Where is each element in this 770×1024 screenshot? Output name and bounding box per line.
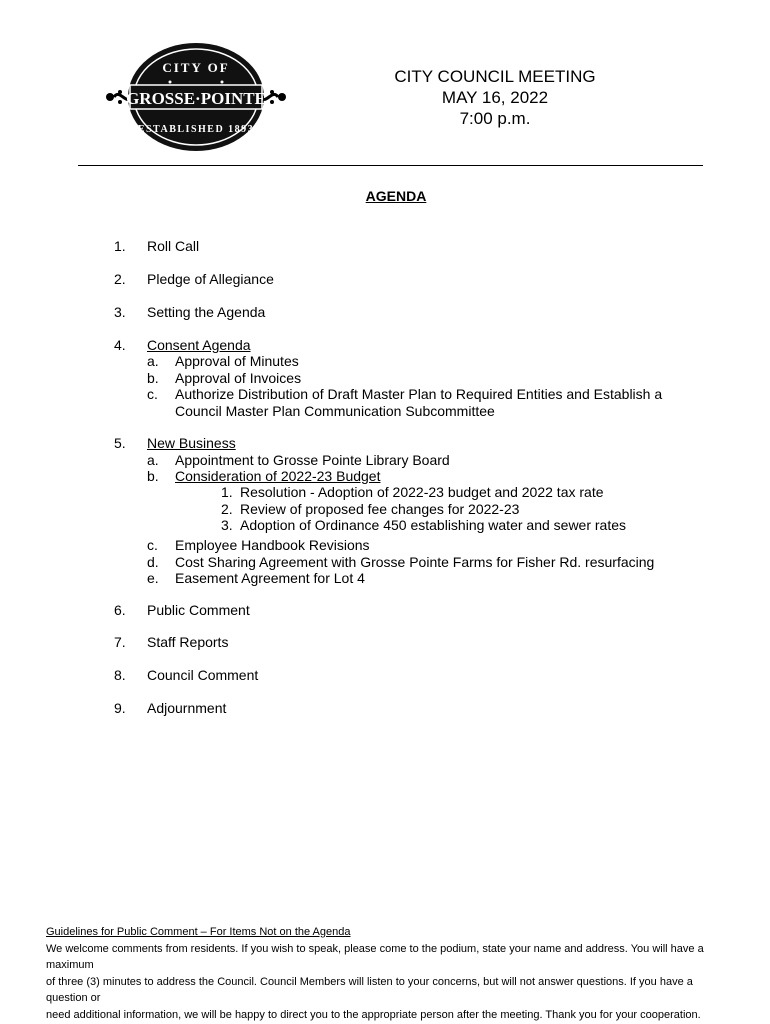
item-number: 4. (114, 337, 126, 353)
item-number: 8. (114, 667, 126, 683)
sub-item-text: Employee Handbook Revisions (175, 537, 370, 553)
sub-sub-item-number: 2. (221, 501, 233, 517)
sub-item-text: Cost Sharing Agreement with Grosse Pointe Farms for Fisher Rd. resurfacing (175, 554, 655, 570)
sub-item-letter: e. (147, 570, 159, 586)
item-label: Roll Call (147, 238, 200, 254)
item-label: Pledge of Allegiance (147, 271, 274, 287)
item-label: Council Comment (147, 667, 259, 683)
sub-item-letter: d. (147, 554, 159, 570)
guidelines-title: Guidelines for Public Comment – For Items Not on the Agenda (46, 926, 351, 938)
sub-sub-item-number: 3. (221, 517, 233, 533)
sub-item-letter: c. (147, 537, 158, 553)
item-number: 5. (114, 435, 126, 451)
sub-sub-item-text: Adoption of Ordinance 450 establishing water and sewer rates (240, 517, 627, 533)
public-comment-guidelines (46, 924, 726, 1023)
header-divider (78, 165, 703, 166)
item-label: Public Comment (147, 602, 250, 618)
item-number: 1. (114, 238, 126, 254)
seal-top-text: CITY OF (162, 60, 230, 75)
item-number: 7. (114, 634, 126, 650)
sub-item-letter: b. (147, 468, 159, 484)
seal-main-text: GROSSE·POINTE (126, 89, 266, 108)
sub-item-text: Easement Agreement for Lot 4 (175, 570, 365, 586)
item-label: New Business (147, 435, 236, 451)
sub-item-letter: c. (147, 386, 158, 402)
seal-bottom-text: ESTABLISHED 1893 (137, 124, 255, 135)
sub-item-letter: a. (147, 452, 159, 468)
sub-sub-item-text: Resolution - Adoption of 2022-23 budget and 2022 tax rate (240, 484, 604, 500)
item-label: Staff Reports (147, 634, 229, 650)
meeting-header (360, 66, 630, 129)
sub-item-letter: b. (147, 370, 159, 386)
item-number: 3. (114, 304, 126, 320)
sub-item-text-continued: Council Master Plan Communication Subcommittee (175, 403, 495, 419)
item-label: Adjournment (147, 700, 227, 716)
sub-item-text: Appointment to Grosse Pointe Library Board (175, 452, 450, 468)
meeting-time: 7:00 p.m. (459, 109, 531, 128)
sub-item-text: Authorize Distribution of Draft Master Plan to Required Entities and Establish a (175, 386, 663, 402)
sub-item-letter: a. (147, 353, 159, 369)
sub-item-text: Approval of Invoices (175, 370, 302, 386)
guidelines-line: We welcome comments from residents. If you wish to speak, please come to the podium, state your name and address. You will have a maximum (46, 942, 704, 971)
guidelines-line: of three (3) minutes to address the Council. Council Members will listen to your concerns, but will not answer questions. If you have a question or (46, 975, 693, 1004)
item-number: 9. (114, 700, 126, 716)
sub-item-text: Approval of Minutes (175, 353, 299, 369)
item-number: 2. (114, 271, 126, 287)
sub-sub-item-number: 1. (221, 484, 233, 500)
agenda-title: AGENDA (365, 188, 427, 204)
item-number: 6. (114, 602, 126, 618)
sub-sub-item-text: Review of proposed fee changes for 2022-23 (240, 501, 520, 517)
sub-item-text: Consideration of 2022-23 Budget (175, 468, 381, 484)
city-seal-logo (100, 40, 292, 152)
item-label: Setting the Agenda (147, 304, 266, 320)
item-label: Consent Agenda (147, 337, 251, 353)
guidelines-line: need additional information, we will be happy to direct you to the appropriate person after the meeting. Thank you for your cooperation. (46, 1008, 701, 1021)
meeting-title: CITY COUNCIL MEETING (394, 67, 596, 86)
meeting-date: MAY 16, 2022 (441, 88, 549, 107)
